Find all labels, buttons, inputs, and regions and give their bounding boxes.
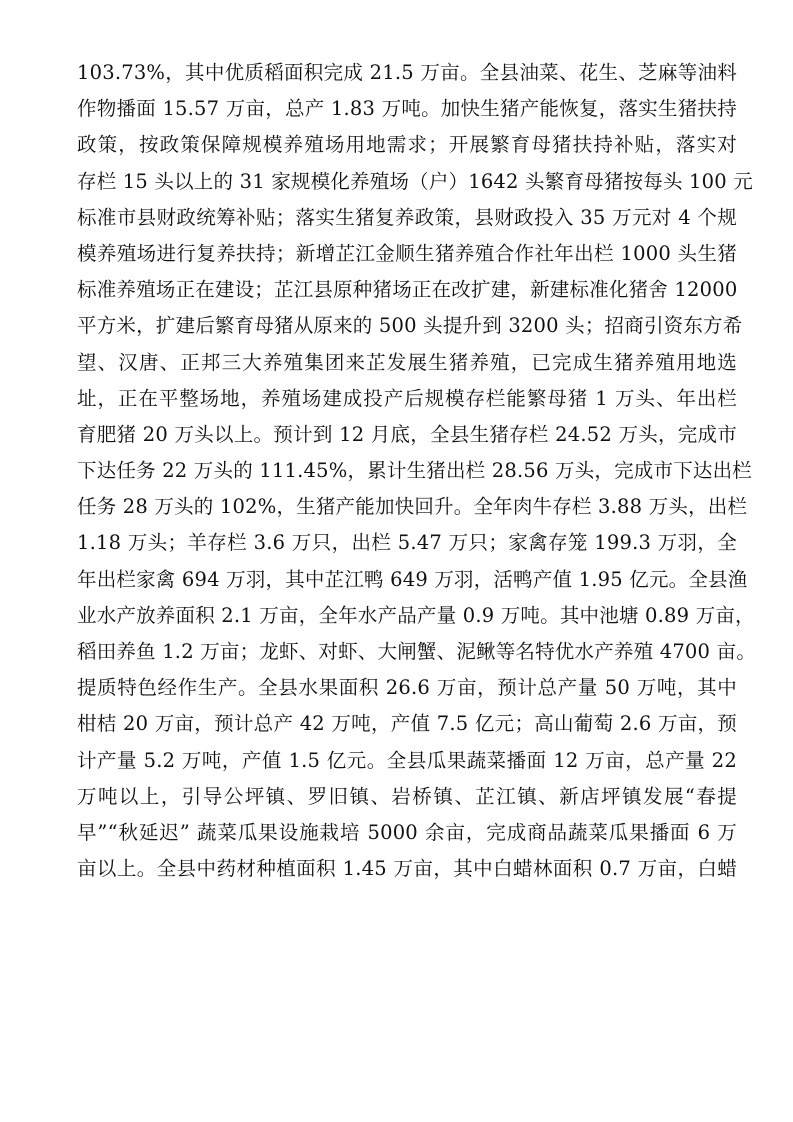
body-paragraph [77,55,756,887]
text-line: 任务 28 万头的 102%，生猪产能加快回升。全年肉牛存栏 3.88 万头，出栏 [77,495,748,519]
text-line: 作物播面 15.57 万亩，总产 1.83 万吨。加快生猪产能恢复，落实生猪扶持 [77,97,737,121]
text-line: 103.73%，其中优质稻面积完成 21.5 万亩。全县油菜、花生、芝麻等油料 [77,61,737,84]
text-line: 标准市县财政统筹补贴；落实生猪复养政策，县财政投入 35 万元对 4 个规 [77,205,737,229]
text-line: 万吨以上，引导公坪镇、罗旧镇、岩桥镇、芷江镇、新店坪镇发展“春提 [77,784,737,808]
text-line: 育肥猪 20 万头以上。预计到 12 月底，全县生猪存栏 24.52 万头，完成市 [77,422,737,446]
text-line: 址，正在平整场地，养殖场建成投产后规模存栏能繁母猪 1 万头、年出栏 [77,386,737,410]
text-line: 标准养殖场正在建设；芷江县原种猪场正在改扩建，新建标准化猪舍 12000 [77,278,738,302]
text-line: 亩以上。全县中药材种植面积 1.45 万亩，其中白蜡林面积 0.7 万亩，白蜡 [77,857,737,881]
text-line: 年出栏家禽 694 万羽，其中芷江鸭 649 万羽，活鸭产值 1.95 亿元。全县渔 [77,567,748,591]
text-line: 稻田养鱼 1.2 万亩；龙虾、对虾、大闸蟹、泥鳅等名特优水产养殖 4700 亩。 [77,640,756,663]
text-line: 望、汉唐、正邦三大养殖集团来芷发展生猪养殖，已完成生猪养殖用地选 [77,350,737,374]
text-line: 下达任务 22 万头的 111.45%，累计生猪出栏 28.56 万头，完成市下达出栏 [77,459,752,483]
text-line: 业水产放养面积 2.1 万亩，全年水产品产量 0.9 万吨。其中池塘 0.89 万亩， [77,603,755,627]
text-line: 早”“秋延迟” 蔬菜瓜果设施栽培 5000 余亩，完成商品蔬菜瓜果播面 6 万 [77,820,737,844]
text-line: 1.18 万头；羊存栏 3.6 万只，出栏 5.47 万只；家禽存笼 199.3 万羽，全 [77,531,737,555]
text-line: 模养殖场进行复养扶持；新增芷江金顺生猪养殖合作社年出栏 1000 头生猪 [77,241,737,265]
text-line: 柑桔 20 万亩，预计总产 42 万吨，产值 7.5 亿元；高山葡萄 2.6 万亩，预 [77,712,737,736]
text-line: 提质特色经作生产。全县水果面积 26.6 万亩，预计总产量 50 万吨，其中 [77,676,737,700]
text-line: 存栏 15 头以上的 31 家规模化养殖场（户）1642 头繁育母猪按每头 100 元 [77,169,753,193]
text-line: 政策，按政策保障规模养殖场用地需求；开展繁育母猪扶持补贴，落实对 [77,133,737,157]
text-line: 平方米，扩建后繁育母猪从原来的 500 头提升到 3200 头；招商引资东方希 [77,314,743,338]
text-line: 计产量 5.2 万吨，产值 1.5 亿元。全县瓜果蔬菜播面 12 万亩，总产量 22 [77,748,737,772]
